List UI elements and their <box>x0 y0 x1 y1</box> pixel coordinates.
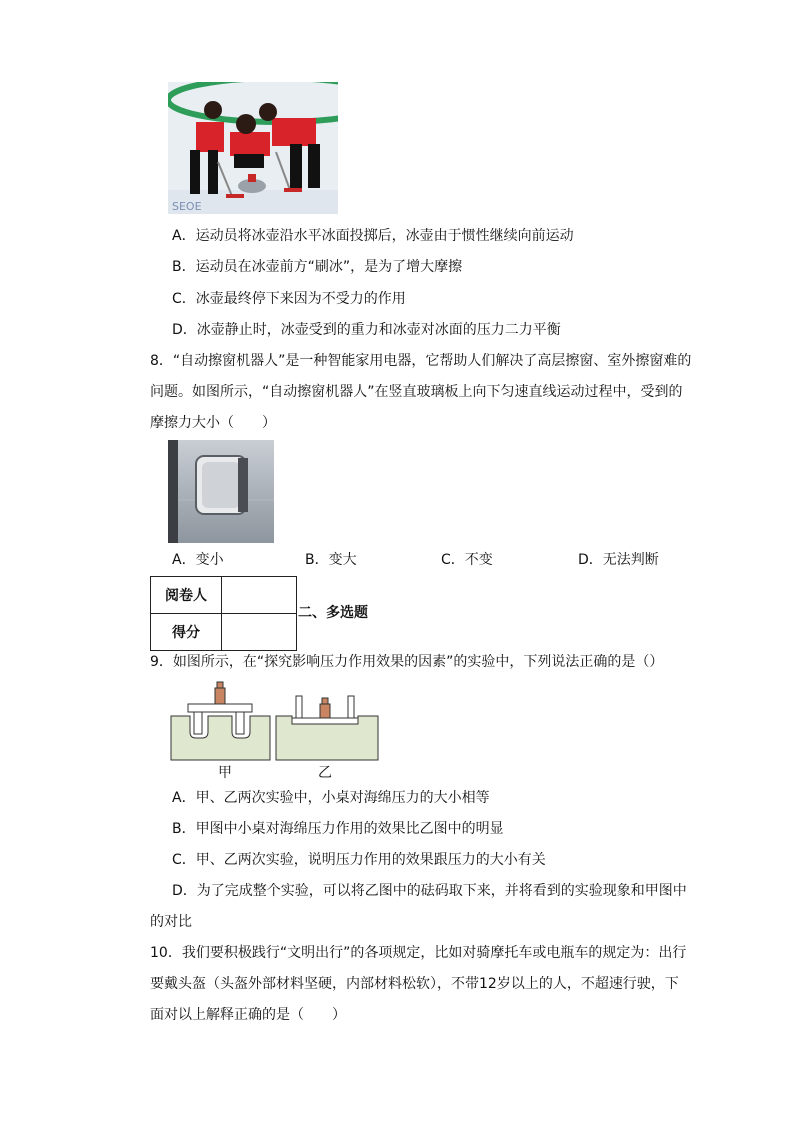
reviewer-label: 阅卷人 <box>151 577 222 614</box>
q7-option-c: C．冰壶最终停下来因为不受力的作用 <box>172 291 406 307</box>
q8-option-b: B．变大 <box>305 552 357 568</box>
q8-stem-line-3: 摩擦力大小（ ） <box>150 415 276 431</box>
score-label: 得分 <box>151 614 222 651</box>
pressure-experiment-diagram <box>170 678 380 762</box>
q9-stem: 9．如图所示，在“探究影响压力作用效果的因素”的实验中，下列说法正确的是（） <box>150 654 664 670</box>
q9-option-c: C．甲、乙两次实验，说明压力作用的效果跟压力的大小有关 <box>172 852 546 868</box>
grader-table <box>150 576 297 651</box>
q10-stem-line-3: 面对以上解释正确的是（ ） <box>150 1007 346 1023</box>
curling-photo <box>168 82 338 214</box>
q9-option-b: B．甲图中小桌对海绵压力作用的效果比乙图中的明显 <box>172 821 504 837</box>
score-cell <box>222 614 297 651</box>
q7-option-a: A．运动员将冰壶沿水平冰面投掷后，冰壶由于惯性继续向前运动 <box>172 228 574 244</box>
q7-option-d: D．冰壶静止时，冰壶受到的重力和冰壶对冰面的压力二力平衡 <box>172 322 561 338</box>
q9-option-a: A．甲、乙两次实验中，小桌对海绵压力的大小相等 <box>172 790 490 806</box>
fig-label-yi: 乙 <box>318 765 332 781</box>
q10-stem-line-2: 要戴头盔（头盔外部材料坚硬，内部材料松软），不带12岁以上的人，不超速行驶，下 <box>150 976 679 992</box>
q8-stem-line-2: 问题。如图所示，“自动擦窗机器人”在竖直玻璃板上向下匀速直线运动过程中，受到的 <box>150 384 683 400</box>
q8-option-c: C．不变 <box>441 552 493 568</box>
q7-option-b: B．运动员在冰壶前方“刷冰”，是为了增大摩擦 <box>172 259 463 275</box>
fig-label-jia: 甲 <box>218 765 232 781</box>
svg-text:SEOE: SEOE <box>172 200 202 213</box>
q10-stem-line-1: 10．我们要积极践行“文明出行”的各项规定，比如对骑摩托车或电瓶车的规定为：出行 <box>150 945 687 961</box>
curling-illustration <box>168 82 338 214</box>
q9-option-d-line-1: D．为了完成整个实验，可以将乙图中的砝码取下来，并将看到的实验现象和甲图中 <box>172 883 687 899</box>
window-robot-illustration <box>168 440 274 543</box>
q8-stem-line-1: 8．“自动擦窗机器人”是一种智能家用电器，它帮助人们解决了高层擦窗、室外擦窗难的 <box>150 353 692 369</box>
window-robot-photo <box>168 440 274 543</box>
q8-option-d: D．无法判断 <box>578 552 659 568</box>
sponge-table-diagram <box>170 678 380 762</box>
section-title: 二、多选题 <box>298 605 368 621</box>
q9-option-d-line-2: 的对比 <box>150 914 192 930</box>
reviewer-cell <box>222 577 297 614</box>
q8-option-a: A．变小 <box>172 552 224 568</box>
